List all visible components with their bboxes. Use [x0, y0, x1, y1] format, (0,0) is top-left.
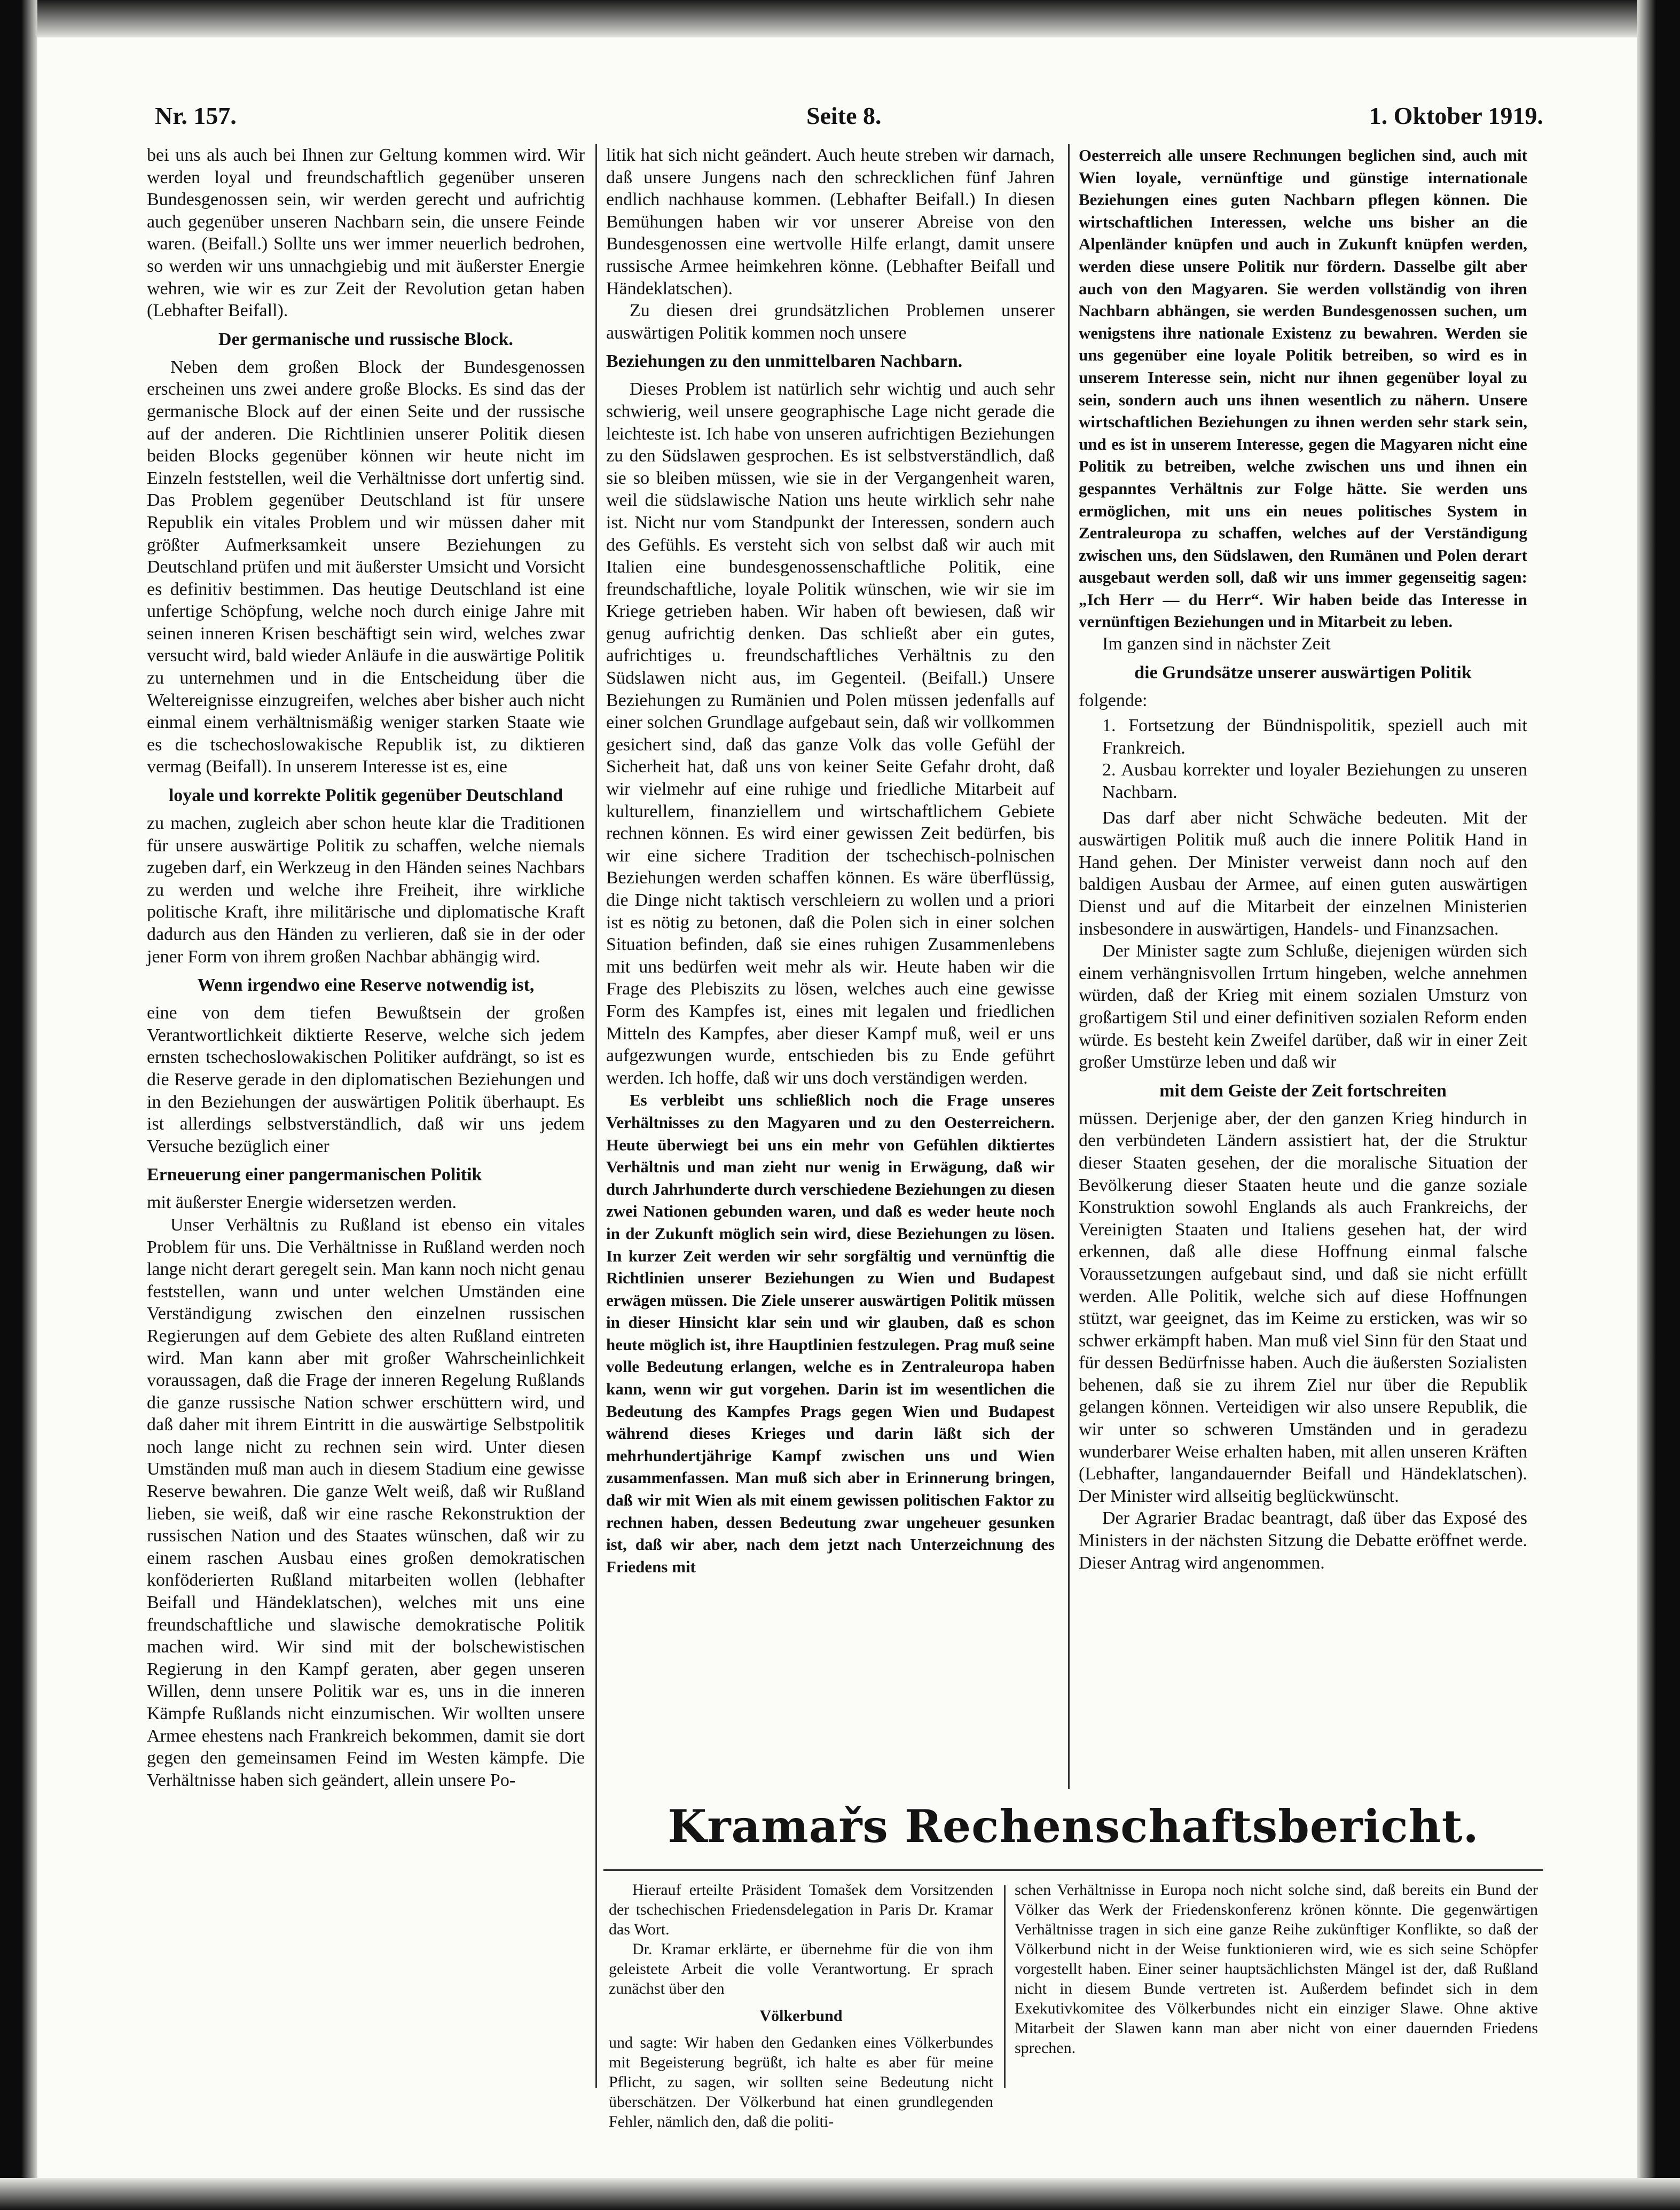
column-2: [606, 144, 1055, 1578]
paragraph: Zu diesen drei grundsätzlichen Problemen unserer auswärtigen Politik kommen noch unsere: [606, 301, 1055, 343]
issue-date: 1. Oktober 1919.: [1369, 102, 1543, 129]
issue-number: Nr. 157.: [155, 102, 237, 129]
paragraph: und sagte: Wir haben den Gedanken eines Völkerbundes mit Begeisterung begrüßt, ich halte es aber für meine Pflicht, zu sagen, wir sollten seine Bedeutung nicht überschätzen. Der Völkerbund hat einen grundlegenden Fehler, nämlich den, daß die politi-: [609, 2034, 993, 2130]
paragraph: Neben dem großen Block der Bundesgenossen erscheinen uns zwei andere große Blocks. Es sind das der germanische Block auf der einen Seite und der russische auf der anderen. Die Richtlinien unserer Politik diesen beiden Blocks gegenüber können wir heute nicht im Einzeln feststellen, weil die Verhältnisse dort unfertig sind. Das Problem gegenüber Deutschland ist für unsere Republik ein vitales Problem und wir müssen daher mit größter Aufmerksamkeit unsere Beziehungen zu Deutschland prüfen und mit äußerster Umsicht und Vorsicht es definitiv bestimmen. Das heutige Deutschland ist eine unfertige Schöpfung, welche noch durch einige Jahre mit seinen inneren Krisen beschäftigt sein wird, welches zwar versucht wird, bald wieder Anläufe in die auswärtige Politik zu unternehmen und in die Entscheidung über die Weltereignisse einzugreifen, welches aber bisher auch nicht einmal einem verhältnismäßig weniger starken Staate wie es die tschechoslowakische Republik ist, zu diktieren vermag (Beifall). In unserem Interesse ist es, eine: [147, 357, 585, 777]
report-column-1: [609, 1880, 993, 2131]
paragraph: müssen. Derjenige aber, der den ganzen Krieg hindurch in den verbündeten Ländern assistiert hat, der die Struktur dieser Staaten gesehen, der die moralische Situation der Bevölkerung dieser Staaten heute und die ganze soziale Konstruktion sowohl Englands als auch Frankreichs, der Vereinigten Staaten und Italiens gesehen hat, der wird erkennen, daß alle diese Hoffnung einmal falsche Voraussetzungen aufgebaut sind, und daß sie nicht erfüllt werden. Alle Politik, welche sich auf diese Hoffnungen stützt, war geeignet, das im Keime zu ersticken, was wir so schwer erkämpft haben. Man muß viel Sinn für den Staat und für dessen Bedürfnisse haben. Auch die äußersten Sozialisten behenen, daß sie zu ihrem Ziel nur über die Republik gelangen können. Verteidigen wir also unsere Republik, die wir unter so schweren Umständen und in geradezu wunderbarer Weise erhalten haben, mit allen unseren Kräften (Lebhafter, langandauernder Beifall und Händeklatschen). Der Minister wird allseitig beglückwünscht.: [1079, 1108, 1527, 1506]
title-rule: [603, 1869, 1543, 1871]
paragraph: Im ganzen sind in nächster Zeit: [1102, 634, 1331, 654]
page-number: Seite 8.: [806, 102, 882, 129]
subheading: Beziehungen zu den unmittelbaren Nachbarn.: [606, 351, 963, 372]
list-item: 2. Ausbau korrekter und loyaler Beziehungen zu unseren Nachbarn.: [1102, 760, 1527, 803]
paragraph: Der Agrarier Bradac beantragt, daß über das Exposé des Ministers in der nächsten Sitzung die Debatte eröffnet werde. Dieser Antrag wird angenommen.: [1079, 1508, 1527, 1573]
scan-edge-bottom: [0, 2178, 1680, 2210]
principles-list: [1102, 715, 1527, 803]
subheading: loyale und korrekte Politik gegenüber Deutschland: [168, 786, 563, 806]
paragraph: Hierauf erteilte Präsident Tomašek dem Vorsitzenden der tschechischen Friedensdelegation in Paris Dr. Kramar das Wort.: [609, 1881, 993, 1938]
list-item: 1. Fortsetzung der Bündnispolitik, speziell auch mit Frankreich.: [1102, 716, 1527, 758]
subheading: die Grundsätze unserer auswärtigen Politik: [1134, 662, 1472, 683]
paragraph: Das darf aber nicht Schwäche bedeuten. Mit der auswärtigen Politik muß auch die innere Politik Hand in Hand gehen. Der Minister verweist dann noch auf den baldigen Ausbau der Armee, auf einen guten auswärtigen Dienst und auf die Mitarbeit der einzelnen Ministerien insbesondere in auswärtigen, Handels- und Finanzsachen.: [1079, 808, 1527, 939]
column-3: [1079, 144, 1527, 1574]
report-column-2: [1015, 1880, 1538, 2058]
paragraph: Dr. Kramar erklärte, er übernehme für die von ihm geleistete Arbeit die volle Verantwortung. Er sprach zunächst über den: [609, 1940, 993, 1997]
paragraph: schen Verhältnisse in Europa noch nicht solche sind, daß bereits ein Bund der Völker das Werk der Friedenskonferenz krönen könnte. Die gegenwärtigen Verhältnisse tragen in sich eine ganze Reihe zukünftiger Konflikte, so daß der Völkerbund nicht in der Weise funktionieren wird, wie es sich seine Schöpfer vorgestellt haben. Einer seiner hauptsächlichsten Mängel ist der, daß Rußland nicht in diesem Bunde vertreten ist. Außerdem befindet sich in dem Exekutivkomitee des Völkerbundes nicht ein einziger Slawe. Ohne aktive Mitarbeit der Slawen kann man aber nicht von einer dauernden Friedens sprechen.: [1015, 1881, 1538, 2057]
paragraph: litik hat sich nicht geändert. Auch heute streben wir darnach, daß unsere Jungens nach den schrecklichen fünf Jahren endlich nachhause kommen. (Lebhafter Beifall.) In diesen Bemühungen haben wir vor unserer Abreise von den Bundesgenossen eine wertvolle Hilfe erlangt, damit unsere russische Armee heimkehren könne. (Lebhafter Beifall und Händeklatschen).: [606, 145, 1055, 299]
column-divider-1: [595, 144, 597, 2088]
paragraph: zu machen, zugleich aber schon heute klar die Traditionen für unsere auswärtige Politik zu schaffen, welche niemals zugeben darf, ein Werkzeug in den Händen seines Nachbars zu werden und welche ihre Freiheit, ihre wirkliche politische Kraft, ihre militärische und diplomatische Kraft dadurch aus den Händen zu verlieren, daß sie in der oder jener Form von ihrem großen Nachbar abhängig wird.: [147, 813, 585, 967]
paragraph: bei uns als auch bei Ihnen zur Geltung kommen wird. Wir werden loyal und freundschaftlich gegenüber unseren Bundesgenossen sein, wir werden gerecht und aufrichtig auch gegenüber unseren Nachbarn sein, die unsere Feinde waren. (Beifall.) Sollte uns wer immer neuerlich bedrohen, so werden wir uns unnachgiebig und mit äußerster Energie wehren, wie wir es zur Zeit der Revolution getan haben (Lebhafter Beifall).: [147, 145, 585, 321]
subheading: Der germanische und russische Block.: [218, 329, 513, 349]
scan-edge-left: [0, 0, 37, 2210]
paragraph-bold: Oesterreich alle unsere Rechnungen beglichen sind, auch mit Wien loyale, vernünftige und günstige internationale Beziehungen eines guten Nachbarn pflegen können. Die wirtschaftlichen Interessen, welche uns bisher an die Alpenländer knüpfen und auch in Zukunft knüpfen werden, werden diese unsere Politik nur fördern. Dasselbe gilt aber auch von den Magyaren. Sie werden vollständig von ihren Nachbarn abhängen, sie werden Bundesgenossen suchen, um wenigstens ihre nationale Existenz zu bewahren. Werden sie uns gegenüber eine loyale Politik betreiben, so wird es in unserem Interesse sein, nicht nur ihnen gegenüber loyal zu sein, sondern auch uns ihnen wesentlich zu nähern. Unsere wirtschaftlichen Beziehungen zu ihnen werden sehr stark sein, und es ist in unserem Interesse, gegen die Magyaren nicht eine Politik zu betreiben, welche zwischen uns und ihnen ein gespanntes Verhältnis zur Folge hätte. Sie werden uns ermöglichen, mit uns ein neues politisches System in Zentraleuropa zu schaffen, welches auf der Verständigung zwischen uns, den Südslawen, den Rumänen und Polen derart ausgebaut werden soll, daß wir uns immer gegenseitig sagen: „Ich Herr — du Herr“. Wir haben beide das Interesse in vernünftigen Beziehungen und in Mitarbeit zu leben.: [1079, 146, 1527, 631]
column-divider-2: [1068, 144, 1070, 1789]
article-title: Kramařs Rechenschaftsbericht.: [668, 1800, 1479, 1853]
page-header: [155, 101, 1543, 139]
subheading: Völkerbund: [759, 2007, 843, 2025]
paragraph: mit äußerster Energie widersetzen werden.: [147, 1193, 457, 1213]
paragraph: Der Minister sagte zum Schluße, diejenigen würden sich einem verhängnisvollen Irrtum hingeben, welche annehmen würden, daß der Krieg mit einem sozialen Umsturz von großartigem Stil und einer definitiven sozialen Reform enden würde. Es besteht kein Zweifel darüber, daß wir in einer Zeit großer Umstürze leben und daß wir: [1079, 941, 1527, 1072]
subheading: mit dem Geiste der Zeit fortschreiten: [1159, 1080, 1447, 1101]
subheading: Wenn irgendwo eine Reserve notwendig ist,: [197, 975, 535, 996]
paragraph: folgende:: [1079, 690, 1148, 710]
paragraph: Unser Verhältnis zu Rußland ist ebenso ein vitales Problem für uns. Die Verhältnisse in Rußland werden noch lange nicht derart geregelt sein. Man kann noch nicht genau feststellen, wann und unter welchen Umständen eine Verständigung zwischen den einzelnen russischen Regierungen auf dem Gebiete des alten Rußland eintreten wird. Man kann aber mit großer Wahrscheinlichkeit voraussagen, daß die Frage der inneren Regelung Rußlands die ganze russische Nation schwer erschüttern wird, und daß daher mit ihrem Eintritt in die auswärtige Selbstpolitik noch lange nicht zu rechnen sein wird. Unter diesen Umständen muß man auch in diesem Stadium eine gewisse Reserve bewahren. Die ganze Welt weiß, daß wir Rußland lieben, sie weiß, daß wir eine rasche Rekonstruktion der russischen Nation und des Staates wünschen, daß wir zu einem raschen Ausbau eines großen demokratischen konföderierten Rußland mitarbeiten wollen (lebhafter Beifall und Händeklatschen), welches mit uns eine freundschaftliche und slawische demokratische Politik machen wird. Wir sind mit der bolschewistischen Regierung in den Kampf geraten, aber gegen unseren Willen, denn unsere Politik war es, uns in die inneren Kämpfe Rußlands nicht einzumischen. Wir wollten unsere Armee ehestens nach Frankreich bekommen, damit sie dort gegen den gemeinsamen Feind im Westen kämpfe. Die Verhältnisse haben sich geändert, allein unsere Po-: [147, 1214, 585, 1790]
paragraph: eine von dem tiefen Bewußtsein der großen Verantwortlichkeit diktierte Reserve, welche sich jedem ernsten tschechoslowakischen Politiker aufdrängt, so ist es die Reserve gerade in den diplomatischen Beziehungen und in den Beziehungen der auswärtigen Politik überhaupt. Es ist allerdings selbstverständlich, daß wir uns jedem Versuche bezüglich einer: [147, 1003, 585, 1156]
column-divider-3: [1004, 1885, 1006, 2088]
column-1: [147, 144, 585, 1791]
paragraph: Dieses Problem ist natürlich sehr wichtig und auch sehr schwierig, weil unsere geographische Lage nicht gerade die leichteste ist. Ich habe von unseren aufrichtigen Beziehungen zu den Südslawen gesprochen. Es ist selbstverständlich, daß sie so bleiben müssen, wie sie in der Vergangenheit waren, weil die südslawische Nation uns heute wirklich sehr nahe ist. Nicht nur vom Standpunkt der Interessen, sondern auch des Gefühls. Es versteht sich von selbst daß wir auch mit Italien eine bundesgenossenschaftliche Politik, eine freundschaftliche, loyale Politik wünschen, wie wir sie im Kriege getrieben haben. Wir haben oft bewiesen, daß wir genug aufrichtig denken. Das schließt aber ein gutes, aufrichtiges u. freundschaftliches Verhältnis zu den Südslawen nicht aus, im Gegenteil. (Beifall.) Unsere Beziehungen zu Rumänien und Polen müssen jedenfalls auf einer solchen Grundlage aufgebaut sein, daß wir vollkommen gesichert sind, daß das ganze Volk das volle Gefühl der Sicherheit hat, daß uns von keiner Seite Gefahr droht, daß wir vielmehr auf eine ruhige und friedliche Mitarbeit auf kulturellem, finanziellem und wirtschaftlichem Gebiete rechnen können. Es wird einer gewissen Zeit bedürfen, bis wir eine sichere Tradition der tschechisch-polnischen Beziehungen werden schaffen können. Es wäre überflüssig, die Dinge nicht taktisch verschleiern zu wollen und a priori ist es nötig zu betonen, daß die Polen sich in einer solchen Situation befinden, daß sie eines ruhigen Zusammenlebens mit uns bedürfen weit mehr als wir. Heute haben wir die Frage des Plebiszits zu lösen, welches auch eine gewisse Form des Kampfes ist, eines mit legalen und friedlichen Mitteln des Kampfes, aber dieser Kampf muß, weil er uns aufgezwungen wurde, entschieden bis zu Ende geführt werden. Ich hoffe, daß wir uns doch verständigen werden.: [606, 379, 1055, 1088]
scan-edge-top: [0, 0, 1680, 37]
paragraph-bold: Es verbleibt uns schließlich noch die Frage unseres Verhältnisses zu den Magyaren und zu den Oesterreichern. Heute überwiegt bei uns ein mehr von Gefühlen diktiertes Verhältnis und man zieht nur wenig in Erwägung, daß wir durch Jahrhunderte durch verschiedene Beziehungen zu diesen zwei Nationen gebunden waren, und daß es weder heute noch in der Zukunft möglich sein wird, diese Beziehungen zu lösen. In kurzer Zeit werden wir sehr sorgfältig und vernünftig die Richtlinien unserer Beziehungen zu Wien und Budapest erwägen müssen. Die Ziele unserer auswärtigen Politik müssen in dieser Hinsicht klar sein und wir glauben, daß es schon heute möglich ist, ihre Hauptlinien festzulegen. Prag muß seine volle Bedeutung erlangen, welche es in Zentraleuropa haben kann, wenn wir gut vorgehen. Darin ist im wesentlichen die Bedeutung des Kampfes Prags gegen Wien und Budapest während dieses Krieges und darin läßt sich der mehrhundertjährige Kampf zwischen uns und Wien zusammenfassen. Man muß sich aber in Erinnerung bringen, daß wir mit Wien als mit einem gewissen politischen Faktor zu rechnen haben, dessen Bedeutung zwar ungeheuer gesunken ist, daß wir aber, nach dem jetzt nach Unterzeichnung des Friedens mit: [606, 1091, 1055, 1576]
scan-edge-right: [1637, 0, 1680, 2210]
subheading: Erneuerung einer pangermanischen Politik: [147, 1165, 482, 1185]
